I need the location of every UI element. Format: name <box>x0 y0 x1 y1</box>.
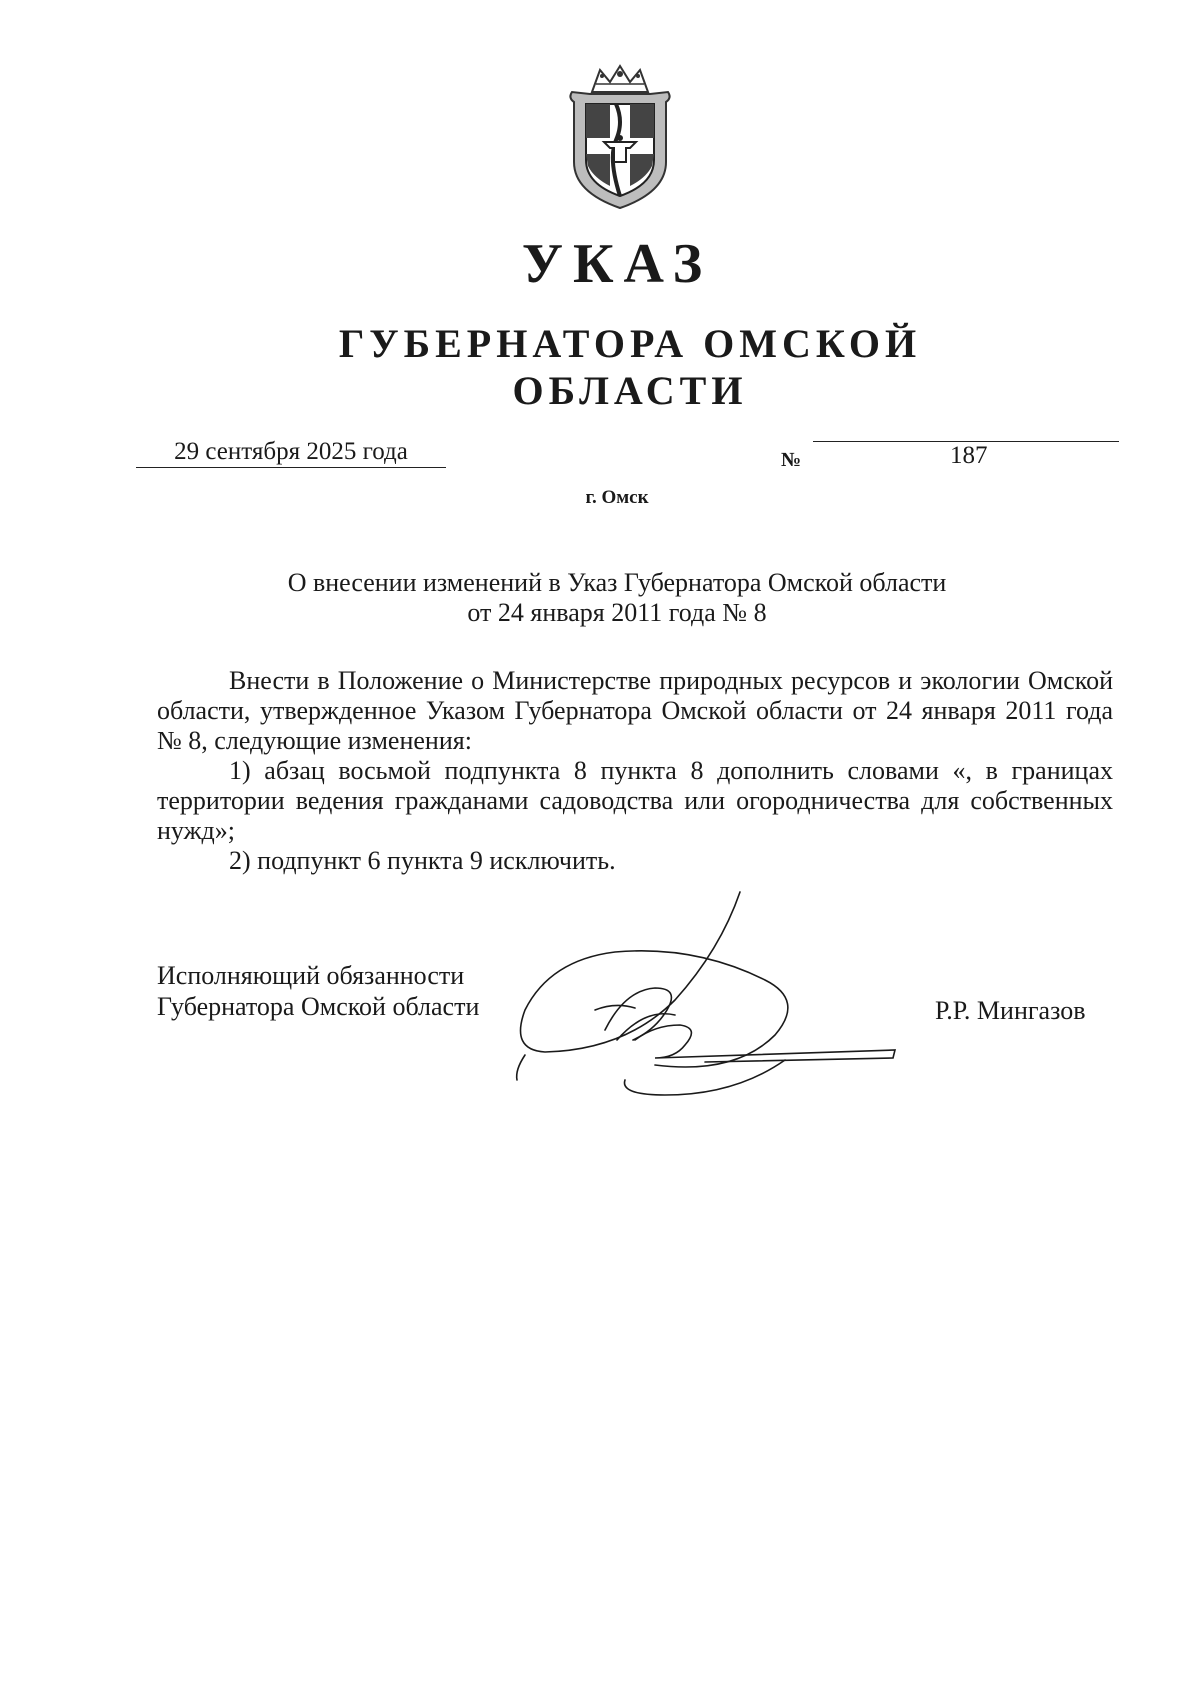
subject-line-2: от 24 января 2011 года № 8 <box>467 598 767 627</box>
body-item-1: 1) абзац восьмой подпункта 8 пункта 8 дополнить словами «, в границах территории ведения гражданами садоводства или огородничества для собственных нужд»; <box>157 756 1113 845</box>
document-subtitle: ГУБЕРНАТОРА ОМСКОЙ ОБЛАСТИ <box>338 321 922 413</box>
document-subject <box>0 568 1200 628</box>
coat-of-arms-icon <box>560 62 680 212</box>
body-intro: Внести в Положение о Министерстве природных ресурсов и экологии Омской области, утвержденное Указом Губернатора Омской области от 24 января 2011 года № 8, следующие изменения: <box>157 666 1113 755</box>
signer-position-line-1: Исполняющий обязанности <box>157 961 465 990</box>
signer-position-line-2: Губернатора Омской области <box>157 992 480 1021</box>
city: г. Омск <box>585 487 649 508</box>
body-item-2: 2) подпункт 6 пункта 9 исключить. <box>229 846 616 875</box>
document-number: 187 <box>950 442 988 469</box>
signer-position <box>157 960 479 1022</box>
handwritten-signature <box>505 890 905 1100</box>
document-body <box>157 666 1113 876</box>
signer-name: Р.Р. Мингазов <box>935 996 1086 1025</box>
number-label: № <box>781 449 802 471</box>
document-number-field <box>813 441 1119 469</box>
document-date: 29 сентября 2025 года <box>136 437 446 468</box>
document-title: УКАЗ <box>521 233 713 295</box>
subject-line-1: О внесении изменений в Указ Губернатора Омской области <box>287 568 947 597</box>
